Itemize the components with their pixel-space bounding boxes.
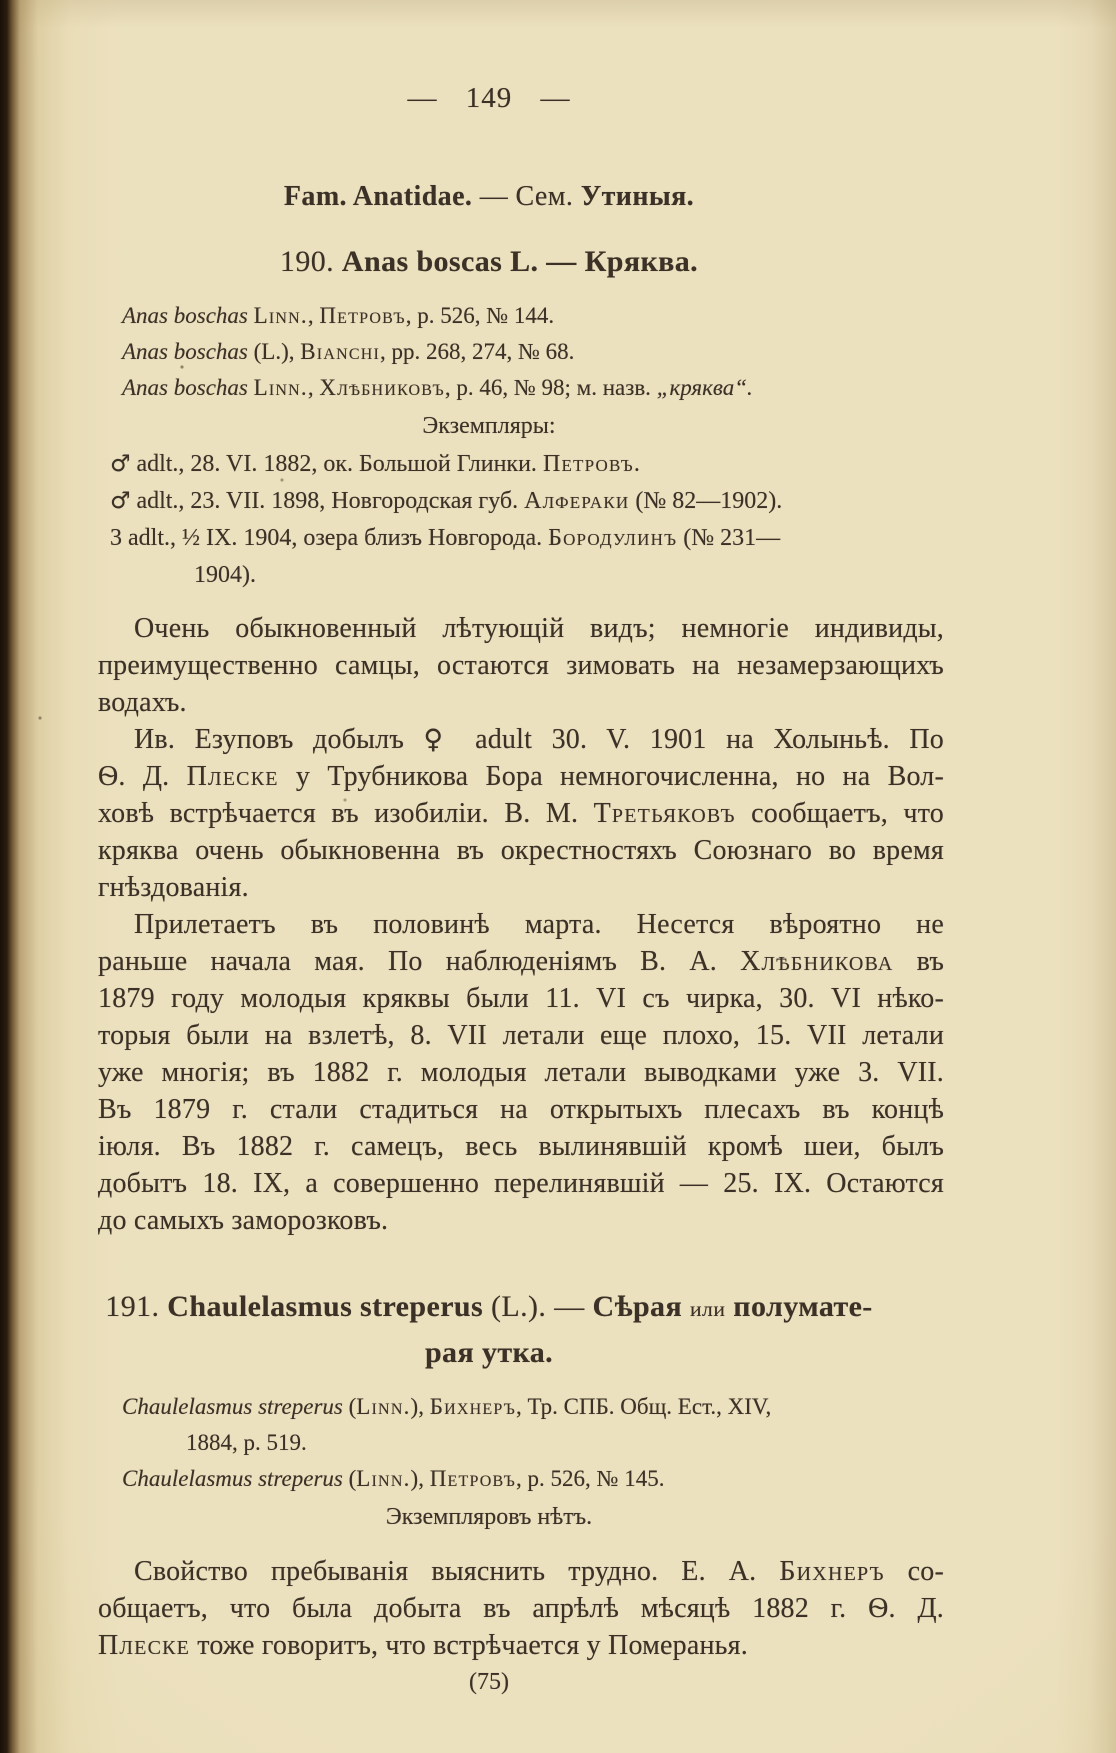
species-entry-191 bbox=[98, 1285, 944, 1664]
page-number: — 149 — bbox=[407, 82, 571, 114]
text-line bbox=[122, 298, 944, 334]
text-line bbox=[98, 832, 944, 869]
text-line bbox=[98, 1202, 944, 1239]
text-line bbox=[98, 1054, 944, 1091]
text-line bbox=[110, 446, 944, 483]
text-segment: Свойство пребыванія выяснить трудно. Е. А. bbox=[134, 1556, 780, 1587]
text-segment: ♀ bbox=[423, 724, 456, 755]
text-segment: 1904). bbox=[194, 562, 256, 588]
text-segment: ♂ bbox=[110, 451, 131, 477]
text-segment: Бихнеръ bbox=[429, 1394, 516, 1419]
text-line bbox=[98, 721, 944, 758]
text-line bbox=[98, 1128, 944, 1165]
text-line bbox=[122, 334, 944, 370]
text-segment: сообщаетъ, что bbox=[735, 798, 944, 829]
text-line bbox=[122, 1389, 944, 1425]
text-segment: ), bbox=[410, 1466, 430, 1491]
text-segment: Anas boschas bbox=[122, 375, 254, 400]
text-line bbox=[122, 1425, 944, 1461]
text-segment: Утиныя. bbox=[580, 181, 695, 212]
text-segment: Третьяковъ bbox=[593, 798, 736, 829]
species-entry-190 bbox=[98, 240, 944, 1239]
text-line bbox=[98, 1165, 944, 1202]
text-segment: Плеске bbox=[98, 1630, 191, 1661]
text-segment: раньше начала мая. По наблюденіямъ В. А. bbox=[98, 946, 741, 977]
text-segment: Bianchi bbox=[300, 339, 380, 364]
text-segment: іюля. Въ 1882 г. самецъ, весь вылинявшій кромѣ шеи, былъ bbox=[98, 1131, 944, 1162]
text-segment: , bbox=[307, 375, 320, 400]
text-segment: Linn. bbox=[356, 1394, 411, 1419]
specimens-list-190 bbox=[110, 446, 944, 594]
text-segment: Очень обыкновенный лѣтующій видъ; немногіе индивиды, bbox=[134, 613, 944, 644]
text-segment: „кряква“. bbox=[656, 375, 753, 400]
text-segment: Fam. Anatidae. bbox=[283, 181, 473, 212]
text-segment: Петровъ bbox=[542, 451, 634, 477]
text-segment: . bbox=[633, 451, 640, 477]
text-segment: 1884, p. 519. bbox=[186, 1430, 307, 1455]
text-segment: ховѣ встрѣчается въ изобиліи. В. М. bbox=[98, 798, 594, 829]
paragraph bbox=[98, 610, 944, 721]
specimens-label-190: Экземпляры: bbox=[422, 413, 556, 439]
text-segment: гнѣздованія. bbox=[98, 872, 249, 903]
text-segment: добытъ 18. IX, а совершенно перелинявшій — 25. IX. Остаются bbox=[98, 1168, 944, 1199]
text-line bbox=[98, 647, 944, 684]
text-line bbox=[66, 1285, 912, 1331]
text-segment: Anas boscas L. — Кряква. bbox=[341, 245, 699, 278]
text-segment: Anas boschas bbox=[122, 303, 254, 328]
text-segment: 191. bbox=[105, 1290, 168, 1323]
text-segment: торыя были на взлетѣ, 8. VII летали еще плохо, 15. VII летали bbox=[98, 1020, 944, 1051]
text-segment: 3 adlt., ½ IX. 1904, озера близъ Новгорода. bbox=[110, 525, 549, 551]
species-account-191 bbox=[98, 1553, 944, 1664]
text-segment: до самыхъ заморозковъ. bbox=[98, 1205, 389, 1236]
text-segment: Плеске bbox=[186, 761, 279, 792]
text-line bbox=[98, 1590, 944, 1627]
text-segment: (L.), bbox=[253, 339, 301, 364]
text-segment: Linn. bbox=[253, 375, 308, 400]
synonymy-list-190 bbox=[122, 298, 944, 406]
text-segment: преимущественно самцы, остаются зимовать на незамерзающихъ bbox=[98, 650, 944, 681]
text-segment: ( bbox=[348, 1394, 357, 1419]
text-segment: уже многія; въ 1882 г. молодыя летали выводками уже 3. VII. bbox=[98, 1057, 944, 1088]
paragraph bbox=[98, 906, 944, 1239]
text-segment: (L.). — bbox=[490, 1290, 593, 1323]
text-segment: со- bbox=[884, 1556, 944, 1587]
text-segment: adlt., 28. VI. 1882, ок. Большой Глинки. bbox=[130, 451, 543, 477]
text-segment: adlt., 23. VII. 1898, Новгородская губ. bbox=[130, 488, 525, 514]
text-line bbox=[122, 370, 944, 406]
text-segment: Хлѣбникова bbox=[740, 946, 894, 977]
text-line bbox=[98, 869, 944, 906]
family-heading bbox=[66, 178, 912, 216]
paragraph bbox=[98, 721, 944, 906]
text-segment: рая утка. bbox=[424, 1336, 554, 1369]
text-segment: 1879 году молодыя кряквы были 11. VI съ чирка, 30. VI нѣко- bbox=[98, 983, 944, 1014]
synonymy-list-191 bbox=[122, 1389, 944, 1497]
text-segment: Петровъ bbox=[319, 303, 406, 328]
text-segment: Ив. Езуповъ добылъ bbox=[134, 724, 424, 755]
text-segment: кряква очень обыкновенна въ окрестностяхъ Союзнаго во время bbox=[98, 835, 944, 866]
text-segment: 190. bbox=[279, 245, 342, 278]
text-line bbox=[122, 1461, 944, 1497]
text-segment: Прилетаетъ въ половинѣ марта. Несется вѣроятно не bbox=[134, 909, 944, 940]
text-segment: , pp. 268, 274, № 68. bbox=[379, 339, 575, 364]
text-segment: Chaulelasmus streperus bbox=[122, 1466, 349, 1491]
text-segment: Бородулинъ bbox=[548, 525, 678, 551]
text-segment: Chaulelasmus streperus bbox=[167, 1290, 491, 1323]
text-line bbox=[110, 520, 944, 557]
text-segment: Linn. bbox=[253, 303, 308, 328]
text-segment: общаетъ, что была добыта въ апрѣлѣ мѣсяцѣ 1882 г. Ѳ. Д. bbox=[98, 1593, 944, 1624]
text-segment: Сѣрая bbox=[592, 1290, 690, 1323]
text-line bbox=[98, 795, 944, 832]
text-segment: Петровъ bbox=[429, 1466, 517, 1491]
species-account-190 bbox=[98, 610, 944, 1239]
text-segment: ( bbox=[348, 1466, 357, 1491]
text-line bbox=[98, 1553, 944, 1590]
sheet-signature: (75) bbox=[469, 1669, 509, 1695]
specimens-label-191: Экземпляровъ нѣтъ. bbox=[385, 1504, 593, 1530]
text-segment: полумате- bbox=[725, 1290, 873, 1323]
text-segment: водахъ. bbox=[98, 687, 187, 718]
text-segment: (№ 82—1902). bbox=[629, 488, 783, 514]
text-line bbox=[98, 1017, 944, 1054]
text-line bbox=[98, 758, 944, 795]
text-segment: Linn. bbox=[356, 1466, 411, 1491]
text-segment: , p. 46, № 98; м. назв. bbox=[444, 375, 657, 400]
text-line bbox=[98, 610, 944, 647]
text-segment: Anas boschas bbox=[122, 339, 254, 364]
text-segment: ), bbox=[410, 1394, 430, 1419]
text-segment: тоже говоритъ, что встрѣчается у Померанья. bbox=[190, 1630, 748, 1661]
text-segment: Алфераки bbox=[524, 488, 630, 514]
text-segment: Хлѣбниковъ bbox=[319, 375, 445, 400]
text-segment: у Трубникова Бора немногочисленна, но на Вол- bbox=[278, 761, 944, 792]
text-segment: Бихнеръ bbox=[779, 1556, 885, 1587]
text-line bbox=[98, 1627, 944, 1664]
text-segment: или bbox=[689, 1297, 726, 1321]
text-line bbox=[98, 980, 944, 1017]
text-segment: въ bbox=[893, 946, 944, 977]
text-line bbox=[98, 684, 944, 721]
text-line bbox=[110, 483, 944, 520]
species-heading-190 bbox=[66, 240, 912, 284]
text-line bbox=[66, 1331, 912, 1375]
text-line bbox=[110, 557, 944, 594]
text-line bbox=[98, 906, 944, 943]
text-segment: Ѳ. Д. bbox=[98, 761, 187, 792]
text-segment: Chaulelasmus streperus bbox=[122, 1394, 349, 1419]
paragraph bbox=[98, 1553, 944, 1664]
text-segment: ♂ bbox=[110, 488, 131, 514]
text-segment: , Тр. СПБ. Общ. Ест., XIV, bbox=[515, 1394, 772, 1419]
text-segment: — Сем. bbox=[472, 181, 581, 212]
text-segment: adult 30. V. 1901 на Холыньѣ. По bbox=[455, 724, 945, 755]
text-line bbox=[98, 1091, 944, 1128]
species-heading-191 bbox=[98, 1285, 944, 1375]
text-segment: , p. 526, № 144. bbox=[405, 303, 555, 328]
text-segment: Въ 1879 г. стали стадиться на открытыхъ плесахъ въ концѣ bbox=[98, 1094, 944, 1125]
text-segment: (№ 231— bbox=[677, 525, 781, 551]
text-segment: , p. 526, № 145. bbox=[516, 1466, 665, 1491]
text-segment: , bbox=[307, 303, 320, 328]
text-line bbox=[98, 943, 944, 980]
